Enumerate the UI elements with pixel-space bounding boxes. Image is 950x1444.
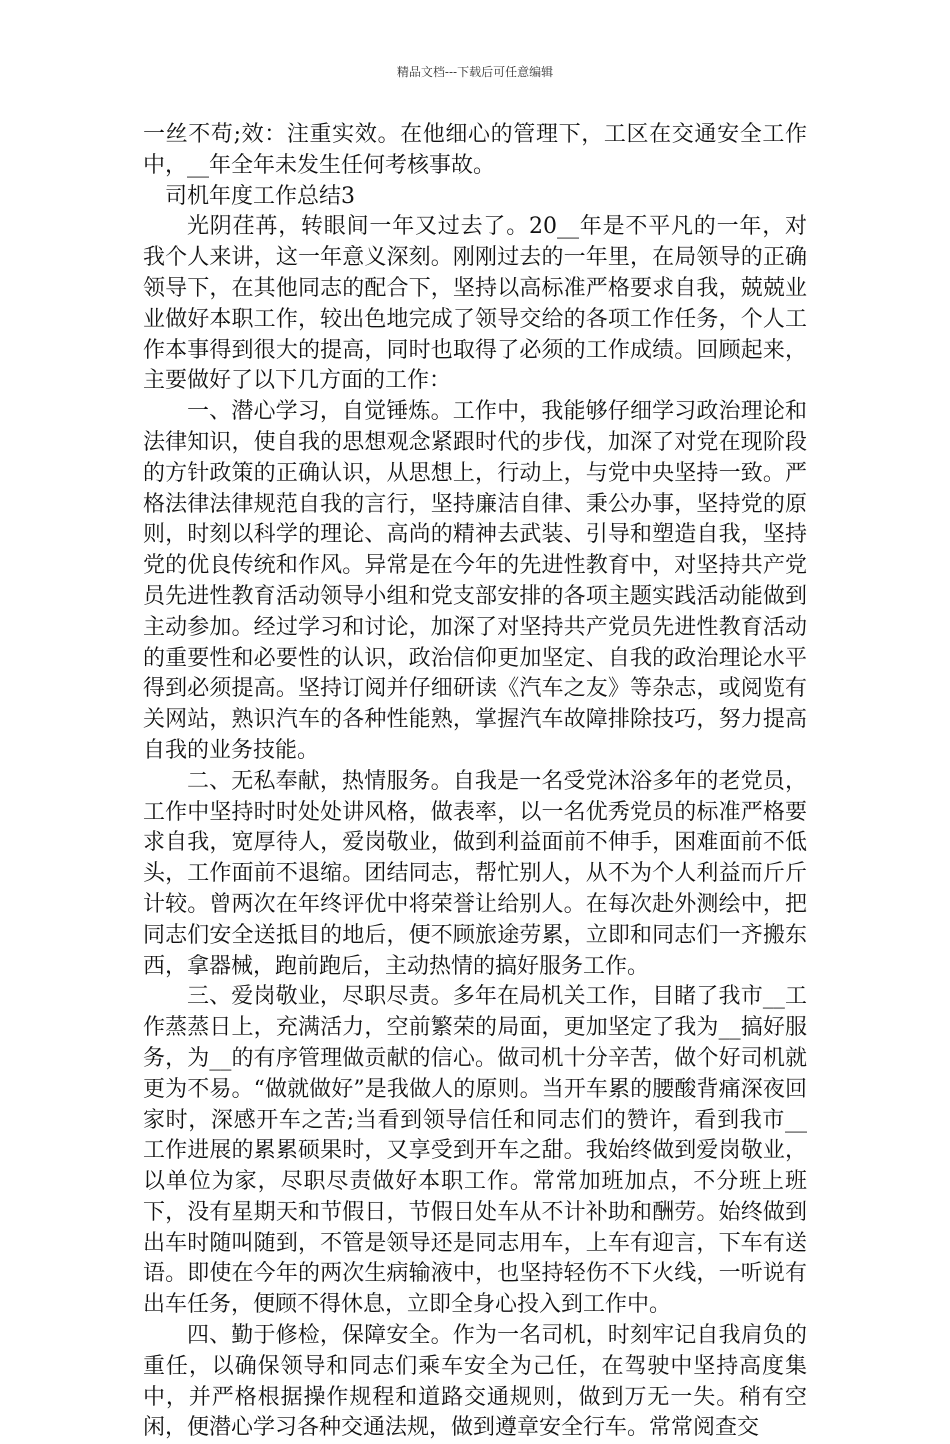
paragraph-continuation: 一丝不苟;效：注重实效。在他细心的管理下，工区在交通安全工作中，__年全年未发生任何考核事故。 — [143, 122, 807, 178]
section-title: 司机年度工作总结3 — [165, 183, 355, 209]
paragraph-intro: 光阴荏苒，转眼间一年又过去了。20__年是不平凡的一年，对我个人来讲，这一年意义深刻。刚刚过去的一年里，在局领导的正确领导下，在其他同志的配合下，坚持以高标准严格要求自我，兢兢业业做好本职工作，较出色地完成了领导交给的各项工作任务，个人工作本事得到很大的提高，同时也取得了必须的工作成绩。回顾起来，主要做好了以下几方面的工作： — [143, 214, 807, 394]
paragraph-safety: 四、勤于修检，保障安全。作为一名司机，时刻牢记自我肩负的重任，以确保领导和同志们乘车安全为己任，在驾驶中坚持高度集中，并严格根据操作规程和道路交通规则，做到万无一失。稍有空闲，便潜心学习各种交通法规，做到遵章安全行车。常常阅查交 — [143, 1323, 807, 1441]
paragraph-study: 一、潜心学习，自觉锤炼。工作中，我能够仔细学习政治理论和法律知识，使自我的思想观念紧跟时代的步伐，加深了对党在现阶段的方针政策的正确认识，从思想上，行动上，与党中央坚持一致。严格法律法律规范自我的言行，坚持廉洁自律、秉公办事，坚持党的原则，时刻以科学的理论、高尚的精神去武装、引导和塑造自我，坚持党的优良传统和作风。异常是在今年的先进性教育中，对坚持共产党员先进性教育活动领导小组和党支部安排的各项主题实践活动能做到主动参加。经过学习和讨论，加深了对坚持共产党员先进性教育活动的重要性和必要性的认识，政治信仰更加坚定、自我的政治理论水平得到必须提高。坚持订阅并仔细研读《汽车之友》等杂志，或阅览有关网站，熟识汽车的各种性能熟，掌握汽车故障排除技巧，努力提高自我的业务技能。 — [143, 399, 807, 763]
paragraph-service: 二、无私奉献，热情服务。自我是一名受党沐浴多年的老党员，工作中坚持时时处处讲风格，做表率，以一名优秀党员的标准严格要求自我，宽厚待人，爱岗敬业，做到利益面前不伸手，困难面前不低头，工作面前不退缩。团结同志，帮忙别人，从不为个人利益而斤斤计较。曾两次在年终评优中将荣誉让给别人。在每次赴外测绘中，把同志们安全送抵目的地后，便不顾旅途劳累，立即和同志们一齐搬东西，拿器械，跑前跑后，主动热情的搞好服务工作。 — [143, 768, 807, 979]
paragraph-dedication: 三、爱岗敬业，尽职尽责。多年在局机关工作，目睹了我市__工作蒸蒸日上，充满活力，空前繁荣的局面，更加坚定了我为__搞好服务，为__的有序管理做贡献的信心。做司机十分辛苦，做个好司机就更为不易。“做就做好”是我做人的原则。当开车累的腰酸背痛深夜回家时，深感开车之苦;当看到领导信任和同志们的赞许，看到我市__工作进展的累累硕果时，又享受到开车之甜。我始终做到爱岗敬业，以单位为家，尽职尽责做好本职工作。常常加班加点，不分班上班下，没有星期天和节假日，节假日处车从不计补助和酬劳。始终做到出车时随叫随到，不管是领导还是同志用车，上车有迎言，下车有送语。即使在今年的两次生病输液中，也坚持轻伤不下火线，一听说有出车任务，便顾不得休息，立即全身心投入到工作中。 — [143, 984, 807, 1318]
page-header: 精品文档---下载后可任意编辑 — [396, 65, 554, 79]
document-body — [143, 120, 807, 1444]
